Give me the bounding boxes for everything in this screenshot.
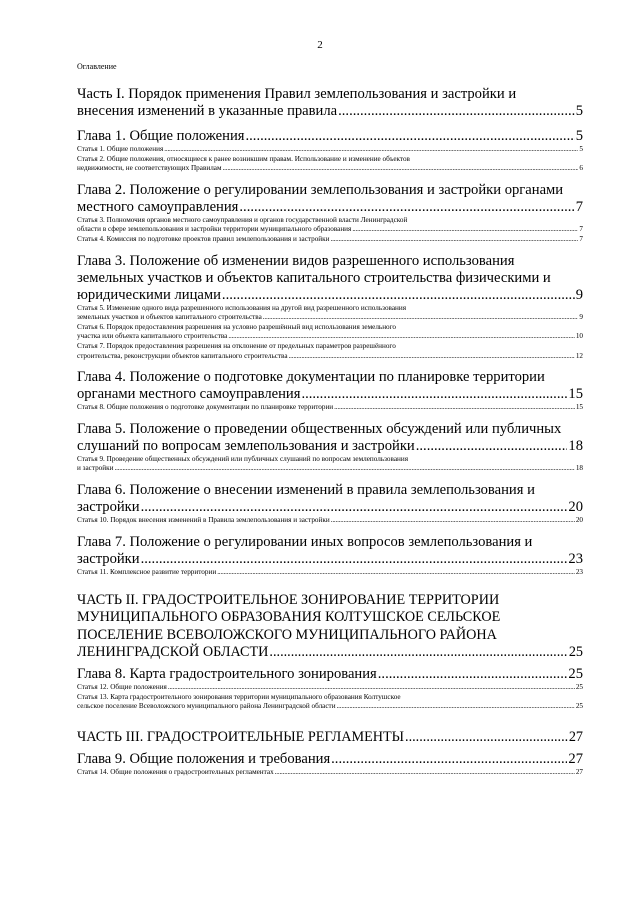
toc-entry-text: Глава 3. Положение об изменении видов разрешенного использования земельных участков и объектов капитального строительства физическими и (77, 252, 551, 286)
toc-entry-line (77, 702, 583, 712)
toc-entry-article[interactable] (77, 455, 583, 474)
toc-entry-page: 18 (575, 464, 583, 473)
toc-entry-page: 12 (575, 351, 583, 360)
toc-entry-title: Статья 10. Порядок внесения изменений в Правила землепользования и застройки (77, 515, 330, 524)
toc-entry-article[interactable] (77, 342, 583, 361)
toc-entry-text: Глава 7. Положение о регулировании иных вопросов землепользования и (77, 533, 533, 550)
toc-entry-article[interactable] (77, 403, 583, 413)
toc-entry-page: 15 (575, 403, 583, 412)
toc-entry-text: Статья 9. Проведение общественных обсуждений или публичных слушаний по вопросам землепользования (77, 454, 409, 463)
toc-entry-title: застройки (77, 498, 140, 515)
toc-entry-title: и застройки (77, 464, 114, 473)
dot-leader (263, 313, 579, 323)
toc-entry-title: Статья 11. Комплексное развитие территории (77, 567, 217, 576)
toc-entry-line (77, 551, 583, 568)
toc-entry-line (77, 235, 583, 245)
toc-entry-line (77, 287, 583, 304)
toc-entry-line (77, 199, 583, 216)
toc-entry-line (77, 313, 583, 323)
toc-entry-line (77, 729, 583, 746)
toc-entry-title: Статья 4. Комиссия по подготовке проектов правил землепользования и застройки (77, 234, 330, 243)
toc-entry-chapter[interactable] (77, 128, 583, 145)
table-of-contents (77, 86, 583, 777)
toc-entry-title: внесения изменений в указанные правила (77, 103, 338, 119)
dot-leader (217, 568, 575, 578)
toc-entry-text: ЧАСТЬ II. ГРАДОСТРОИТЕЛЬНОЕ ЗОНИРОВАНИЕ ТЕРРИТОРИИ МУНИЦИПАЛЬНОГО ОБРАЗОВАНИЯ КОЛТУШСКОЕ СЕЛЬСКОЕ ПОСЕЛЕНИЕ ВСЕВОЛОЖСКОГО МУНИЦИПАЛЬНОГО РАЙОНА (77, 592, 501, 643)
toc-entry-chapter[interactable] (77, 751, 583, 768)
toc-entry-text: Статья 7. Порядок предоставления разрешения на отклонение от предельных параметров разрешённого (77, 341, 396, 350)
toc-entry-article[interactable] (77, 235, 583, 245)
dot-leader (405, 729, 568, 746)
toc-entry-page: 23 (575, 567, 583, 576)
toc-entry-chapter[interactable] (77, 729, 583, 746)
toc-entry-article[interactable] (77, 768, 583, 778)
toc-entry-chapter[interactable] (77, 666, 583, 683)
dot-leader (301, 386, 567, 403)
page-number: 2 (317, 39, 323, 51)
toc-entry-article[interactable] (77, 323, 583, 342)
toc-entry-line (77, 352, 583, 362)
toc-entry-title: строительства, реконструкции объектов капитального строительства (77, 351, 288, 360)
toc-entry-page: 7 (575, 198, 583, 215)
toc-entry-line (77, 751, 583, 768)
toc-entry-chapter[interactable] (77, 421, 583, 455)
toc-entry-article[interactable] (77, 693, 583, 712)
toc-entry-title: застройки (77, 550, 140, 567)
toc-entry-article[interactable] (77, 683, 583, 693)
toc-entry-text: Статья 3. Полномочия органов местного самоуправления и органов государственной власти Ленинградской (77, 215, 408, 224)
toc-entry-title: ЛЕНИНГРАДСКОЙ ОБЛАСТИ (77, 643, 269, 660)
toc-entry-text: Глава 5. Положение о проведении общественных обсуждений или публичных (77, 420, 562, 437)
toc-entry-page: 25 (568, 643, 583, 660)
toc-entry-line (77, 568, 583, 578)
toc-entry-chapter[interactable] (77, 369, 583, 403)
toc-heading: Оглавление (77, 62, 117, 71)
dot-leader (275, 768, 575, 778)
toc-entry-line (77, 499, 583, 516)
toc-entry-article[interactable] (77, 516, 583, 526)
dot-leader (416, 438, 568, 455)
dot-leader (337, 702, 575, 712)
dot-leader (168, 683, 575, 693)
toc-entry-line (77, 164, 583, 174)
toc-entry-text: Статья 6. Порядок предоставления разрешения на условно разрешённый вид использования земельного (77, 322, 397, 331)
dot-leader (164, 145, 578, 155)
toc-entry-line (77, 145, 583, 155)
toc-entry-title: земельных участков и объектов капитального строительства (77, 313, 262, 322)
toc-entry-text: Глава 4. Положение о подготовке документации по планировке территории (77, 369, 545, 386)
dot-leader (338, 103, 575, 120)
toc-entry-text: Статья 2. Общие положения, относящиеся к ранее возникшим правам. Использование и изменение объектов (77, 154, 410, 163)
toc-entry-page: 10 (575, 332, 583, 341)
toc-entry-title: Статья 12. Общие положения (77, 682, 167, 691)
toc-entry-title: юридическими лицами (77, 286, 221, 303)
toc-entry-title: местного самоуправления (77, 198, 239, 215)
toc-entry-page: 15 (568, 386, 583, 403)
dot-leader (228, 332, 574, 342)
toc-entry-title: слушаний по вопросам землепользования и застройки (77, 437, 415, 454)
toc-entry-page: 25 (575, 702, 583, 711)
toc-entry-title: Глава 9. Общие положения и требования (77, 750, 331, 767)
toc-entry-title: Статья 1. Общие положения (77, 145, 164, 153)
toc-entry-page: 5 (575, 128, 583, 144)
toc-entry-line (77, 103, 583, 120)
toc-entry-title: Глава 8. Карта градостроительного зонирования (77, 665, 377, 682)
toc-entry-page: 9 (575, 286, 583, 303)
toc-entry-title: сельское поселение Всеволожского муниципального района Ленинградской области (77, 702, 336, 711)
toc-entry-page: 5 (579, 145, 583, 153)
toc-entry-line (77, 403, 583, 413)
dot-leader (246, 128, 575, 145)
toc-entry-line (77, 683, 583, 693)
toc-entry-page: 7 (579, 234, 583, 243)
toc-entry-page: 25 (575, 682, 583, 691)
toc-entry-chapter[interactable] (77, 592, 583, 661)
toc-entry-page: 6 (579, 164, 583, 173)
toc-entry-line (77, 332, 583, 342)
toc-entry-title: Статья 8. Общие положения о подготовке документации по планировке территории (77, 403, 334, 412)
toc-entry-page: 20 (575, 515, 583, 524)
toc-entry-text: Статья 13. Карта градостроительного зонирования территории муниципального образования Колтушское (77, 692, 401, 701)
toc-entry-text: Глава 6. Положение о внесении изменений в правила землепользования и (77, 481, 535, 498)
toc-entry-article[interactable] (77, 145, 583, 155)
toc-entry-line (77, 516, 583, 526)
toc-entry-chapter[interactable] (77, 534, 583, 568)
toc-entry-chapter[interactable] (77, 86, 583, 120)
toc-entry-chapter[interactable] (77, 182, 583, 216)
toc-entry-line (77, 225, 583, 235)
toc-entry-page: 27 (568, 750, 583, 767)
dot-leader (223, 164, 579, 174)
toc-entry-page: 25 (568, 665, 583, 682)
toc-entry-title: Статья 14. Общие положения о градостроительных регламентах (77, 767, 274, 776)
toc-entry-page: 7 (579, 225, 583, 234)
toc-entry-title: участка или объекта капитального строительства (77, 332, 228, 341)
toc-entry-title: органами местного самоуправления (77, 386, 301, 403)
dot-leader (334, 403, 575, 413)
toc-entry-text: Глава 2. Положение о регулировании землепользования и застройки органами (77, 181, 564, 198)
dot-leader (352, 225, 578, 235)
toc-entry-line (77, 438, 583, 455)
toc-entry-page: 9 (579, 313, 583, 322)
toc-entry-chapter[interactable] (77, 482, 583, 516)
toc-entry-page: 27 (575, 767, 583, 776)
dot-leader (330, 235, 578, 245)
toc-entry-title: Глава 1. Общие положения (77, 128, 245, 144)
dot-leader (289, 352, 575, 362)
dot-leader (269, 644, 567, 661)
dot-leader (222, 287, 575, 304)
toc-entry-line (77, 768, 583, 778)
toc-entry-line (77, 644, 583, 661)
toc-entry-article[interactable] (77, 155, 583, 174)
toc-entry-line (77, 464, 583, 474)
toc-entry-text: Часть I. Порядок применения Правил землепользования и застройки и (77, 86, 517, 102)
toc-entry-chapter[interactable] (77, 253, 583, 304)
dot-leader (114, 464, 574, 474)
toc-entry-text: Статья 5. Изменение одного вида разрешенного использования на другой вид разрешенного использования (77, 303, 407, 312)
toc-entry-title: недвижимости, не соответствующих Правилам (77, 164, 222, 173)
toc-entry-article[interactable] (77, 568, 583, 578)
toc-entry-page: 20 (568, 498, 583, 515)
toc-entry-line (77, 666, 583, 683)
toc-entry-line (77, 128, 583, 145)
dot-leader (378, 666, 568, 683)
toc-entry-page: 5 (575, 103, 583, 119)
dot-leader (141, 551, 568, 568)
dot-leader (331, 751, 567, 768)
toc-entry-page: 18 (568, 437, 583, 454)
toc-entry-title: области в сфере землепользования и застройки территории муниципального образования (77, 225, 352, 234)
dot-leader (331, 516, 575, 526)
dot-leader (239, 199, 574, 216)
toc-entry-article[interactable] (77, 216, 583, 235)
toc-entry-title: ЧАСТЬ III. ГРАДОСТРОИТЕЛЬНЫЕ РЕГЛАМЕНТЫ (77, 728, 405, 745)
toc-entry-line (77, 386, 583, 403)
toc-entry-page: 27 (568, 728, 583, 745)
dot-leader (141, 499, 568, 516)
toc-entry-page: 23 (568, 550, 583, 567)
toc-entry-article[interactable] (77, 304, 583, 323)
